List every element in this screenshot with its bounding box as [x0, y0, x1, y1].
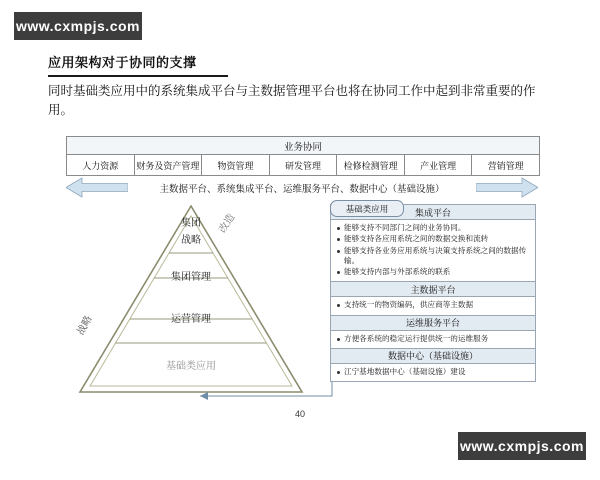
bullet-dot-icon — [337, 271, 340, 274]
section-body — [331, 364, 535, 381]
matrix-header: 业务协同 — [67, 137, 539, 155]
matrix-cell: 产业管理 — [405, 155, 473, 175]
pyramid-level-label: 集团 — [181, 218, 201, 229]
section-title: 主数据平台 — [331, 281, 535, 297]
bullet-text: 江宁基地数据中心（基础设施）建设 — [344, 366, 466, 376]
pyramid-level-label: 战略 — [181, 235, 201, 246]
page-title-text: 应用架构对于协同的支撑 — [48, 55, 197, 70]
bullet-dot-icon — [337, 238, 340, 241]
pyramid-level-label: 运营管理 — [171, 314, 211, 325]
matrix-cell: 财务及资产管理 — [135, 155, 203, 175]
section-title: 数据中心（基础设施） — [331, 348, 535, 364]
bullet-item — [336, 246, 530, 267]
platform-band — [66, 176, 538, 200]
pyramid-side-label-top: 改造 — [217, 212, 238, 235]
bullet-text: 能够支持各业务应用系统与决策支持系统之间的数据传输。 — [344, 245, 527, 265]
bullet-dot-icon — [337, 304, 340, 307]
matrix-cell: 人力资源 — [67, 155, 135, 175]
arrow-left-icon — [66, 177, 128, 198]
matrix-cell: 营销管理 — [472, 155, 539, 175]
pyramid-side-label-bottom: 战略 — [75, 314, 95, 338]
bullet-dot-icon — [337, 227, 340, 230]
pyramid-diagram — [66, 202, 316, 402]
bullet-text: 支持统一的物资编码，供应商等主数据 — [344, 300, 474, 310]
business-collaboration-matrix — [66, 136, 540, 176]
platform-band-label: 主数据平台、系统集成平台、运维服务平台、数据中心（基础设施） — [159, 184, 445, 195]
section-body — [331, 297, 535, 314]
bullet-dot-icon — [337, 338, 340, 341]
bullet-dot-icon — [337, 371, 340, 374]
pyramid-level-label: 集团管理 — [171, 272, 211, 283]
bullet-item — [336, 334, 530, 344]
matrix-columns-row — [67, 155, 539, 175]
bullet-dot-icon — [337, 250, 340, 253]
watermark-bottom: www.cxmpjs.com — [458, 432, 586, 460]
bullet-item — [336, 234, 530, 244]
matrix-cell: 物资管理 — [202, 155, 270, 175]
matrix-cell: 研发管理 — [270, 155, 338, 175]
watermark-top: www.cxmpjs.com — [14, 12, 142, 40]
bullet-item — [336, 300, 530, 310]
bullet-item — [336, 267, 530, 277]
arrow-right-icon — [476, 177, 538, 198]
matrix-cell: 检修检测管理 — [337, 155, 405, 175]
bullet-text: 能够支持各应用系统之间的数据交换和流转 — [344, 234, 489, 244]
section-body — [331, 220, 535, 281]
foundation-apps-tag: 基础类应用 — [330, 200, 404, 217]
section-body — [331, 331, 535, 348]
foundation-apps-box — [330, 204, 536, 382]
page-number: 40 — [294, 409, 305, 419]
bullet-text: 方便各系统的稳定运行提供统一的运维服务 — [344, 333, 489, 343]
slide-content — [44, 52, 556, 432]
section-title: 运维服务平台 — [331, 315, 535, 331]
pyramid-level-label: 基础类应用 — [166, 361, 216, 372]
bullet-item — [336, 223, 530, 233]
section-title: 集成平台 — [331, 205, 535, 220]
bullet-text: 能够支持内部与外部系统的联系 — [344, 267, 451, 276]
bullet-item — [336, 367, 530, 377]
page-title — [48, 52, 228, 77]
bullet-text: 能够支持不同部门之间的业务协同。 — [344, 223, 466, 232]
subtitle-text: 同时基础类应用中的系统集成平台与主数据管理平台也将在协同工作中起到非常重要的作用。 — [48, 84, 536, 118]
